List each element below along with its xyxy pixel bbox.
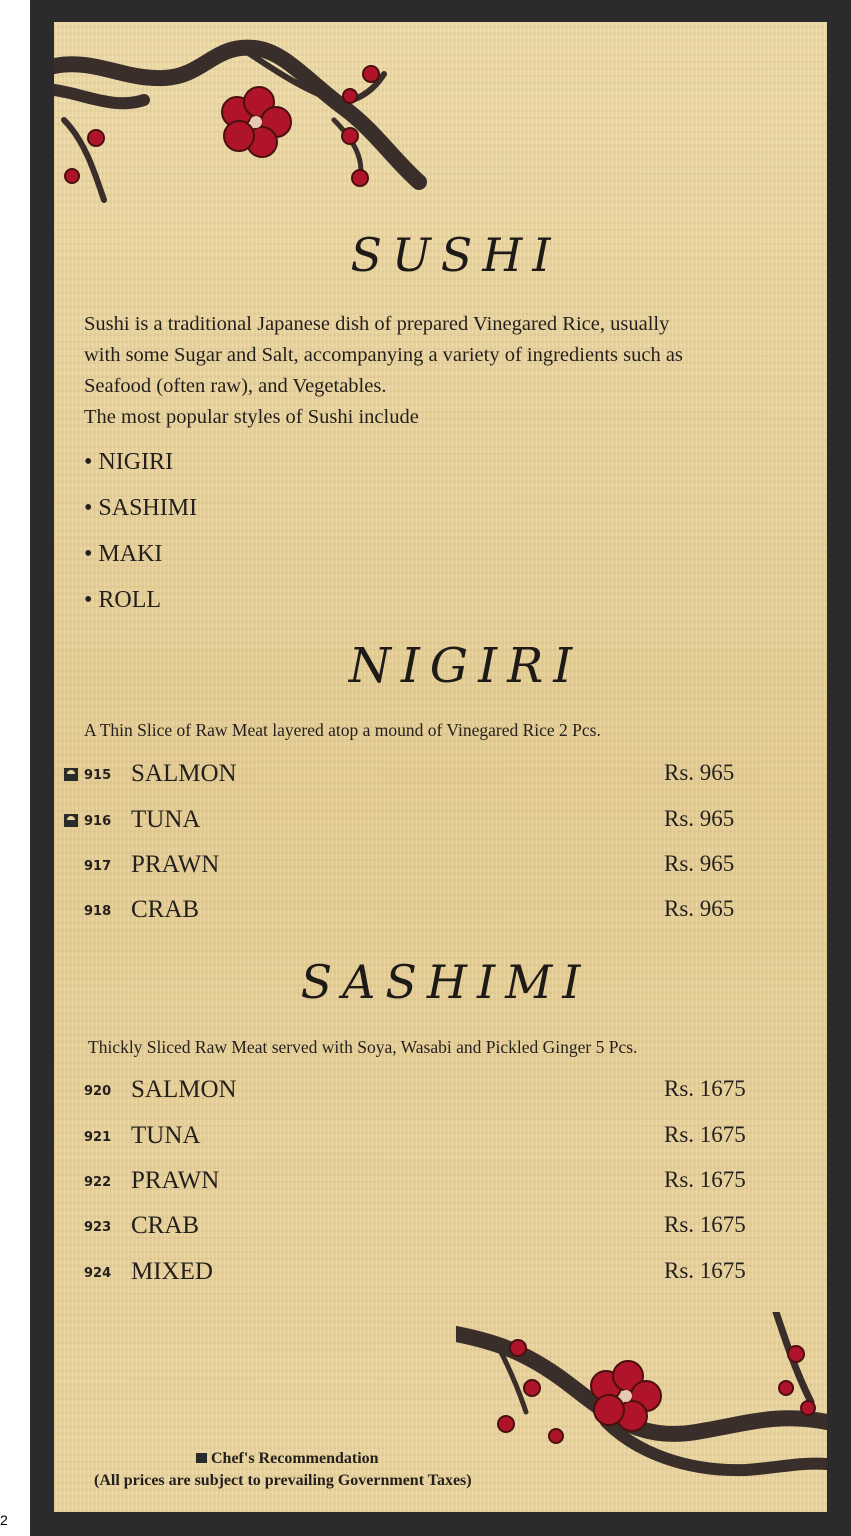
item-name: CRAB [131, 1212, 200, 1239]
item-code: 915 [84, 768, 112, 783]
item-name: SALMON [131, 1076, 237, 1103]
intro-line: The most popular styles of Sushi include [84, 406, 419, 428]
nigiri-description: A Thin Slice of Raw Meat layered atop a mound of Vinegared Rice 2 Pcs. [84, 720, 601, 740]
item-name: TUNA [131, 806, 201, 833]
sashimi-title: SASHIMI [300, 955, 591, 1009]
item-name: SALMON [131, 760, 237, 787]
menu-item-row [60, 760, 760, 790]
item-name: PRAWN [131, 1167, 220, 1194]
chef-hat-icon [196, 1453, 207, 1463]
cherry-blossom-branch-bottom [456, 1312, 827, 1502]
list-item: • MAKI [84, 541, 163, 567]
intro-line: with some Sugar and Salt, accompanying a variety of ingredients such as [84, 344, 683, 366]
chef-hat-icon [64, 814, 78, 827]
menu-item-row [60, 1258, 760, 1288]
item-code: 920 [84, 1084, 112, 1099]
list-item: • NIGIRI [84, 449, 174, 475]
page-number: 2 [0, 1512, 8, 1528]
tax-note: (All prices are subject to prevailing Government Taxes) [94, 1472, 472, 1489]
item-price: Rs. 1675 [664, 1258, 746, 1283]
chef-legend [196, 1450, 379, 1468]
list-item: • ROLL [84, 587, 162, 613]
item-name: PRAWN [131, 851, 220, 878]
item-name: CRAB [131, 896, 200, 923]
sushi-styles-list [84, 446, 197, 630]
intro-line: Sushi is a traditional Japanese dish of prepared Vinegared Rice, usually [84, 313, 670, 335]
list-item: • SASHIMI [84, 495, 198, 521]
item-price: Rs. 965 [664, 760, 735, 785]
item-code: 921 [84, 1130, 112, 1145]
item-code: 917 [84, 859, 112, 874]
sushi-intro [84, 309, 814, 433]
menu-item-row [60, 806, 760, 836]
item-price: Rs. 1675 [664, 1167, 746, 1192]
item-code: 922 [84, 1175, 112, 1190]
menu-item-row [60, 1167, 760, 1197]
item-code: 923 [84, 1220, 112, 1235]
item-name: TUNA [131, 1122, 201, 1149]
item-price: Rs. 965 [664, 851, 735, 876]
item-price: Rs. 965 [664, 806, 735, 831]
item-price: Rs. 1675 [664, 1076, 746, 1101]
menu-item-row [60, 1212, 760, 1242]
item-price: Rs. 1675 [664, 1122, 746, 1147]
menu-item-row [60, 896, 760, 926]
item-price: Rs. 965 [664, 896, 735, 921]
item-name: MIXED [131, 1258, 213, 1285]
menu-item-row [60, 1122, 760, 1152]
cherry-blossom-branch-top [54, 30, 434, 220]
menu-item-row [60, 1076, 760, 1106]
item-code: 924 [84, 1266, 112, 1281]
intro-line: Seafood (often raw), and Vegetables. [84, 375, 387, 397]
style-label: MAKI [98, 541, 163, 567]
menu-item-row [60, 851, 760, 881]
style-label: SASHIMI [98, 495, 198, 521]
style-label: NIGIRI [98, 449, 174, 475]
legend-label: Chef's Recommendation [211, 1450, 379, 1467]
style-label: ROLL [98, 587, 162, 613]
nigiri-title: NIGIRI [348, 638, 583, 694]
chef-hat-icon [64, 768, 78, 781]
sushi-title: SUSHI [350, 228, 561, 282]
item-code: 918 [84, 904, 112, 919]
item-price: Rs. 1675 [664, 1212, 746, 1237]
item-code: 916 [84, 814, 112, 829]
sashimi-description: Thickly Sliced Raw Meat served with Soya, Wasabi and Pickled Ginger 5 Pcs. [88, 1037, 638, 1057]
